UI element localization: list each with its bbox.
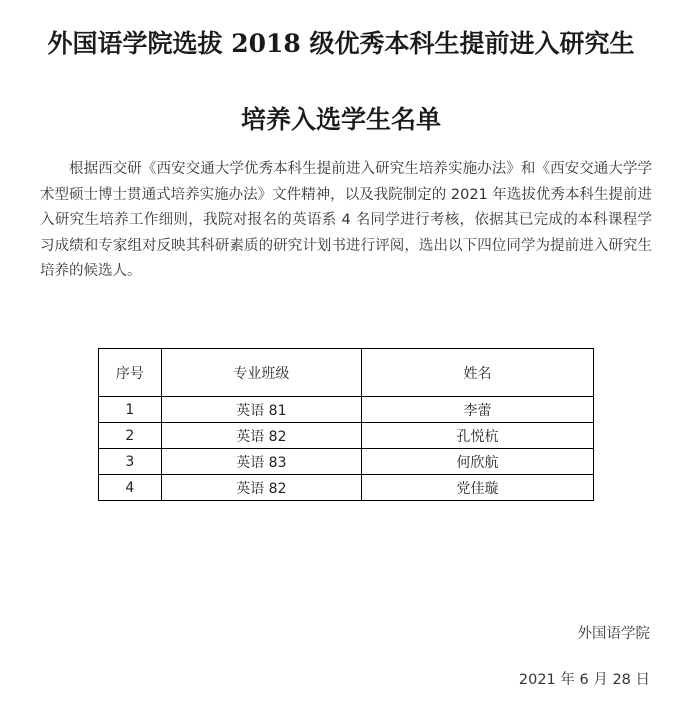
signature-organization: 外国语学院 bbox=[577, 626, 650, 642]
row-name: 孔悦杭 bbox=[361, 423, 593, 449]
row-class: 英语 82 bbox=[161, 475, 361, 501]
table-row bbox=[99, 423, 594, 449]
row-number: 2 bbox=[99, 423, 162, 449]
row-name: 李蕾 bbox=[361, 397, 593, 423]
row-number: 4 bbox=[99, 475, 162, 501]
row-name: 何欣航 bbox=[361, 449, 593, 475]
row-class: 英语 82 bbox=[161, 423, 361, 449]
candidate-table bbox=[98, 348, 594, 501]
row-number: 3 bbox=[99, 449, 162, 475]
table-row bbox=[99, 449, 594, 475]
table-header-row bbox=[99, 349, 594, 397]
document-title-line1: 外国语学院选拔 2018 级优秀本科生提前进入研究生 bbox=[47, 29, 635, 58]
row-class: 英语 83 bbox=[161, 449, 361, 475]
row-number: 1 bbox=[99, 397, 162, 423]
table-row bbox=[99, 475, 594, 501]
header-number: 序号 bbox=[99, 349, 162, 397]
row-class: 英语 81 bbox=[161, 397, 361, 423]
document-title-line2: 培养入选学生名单 bbox=[240, 105, 441, 134]
header-class: 专业班级 bbox=[161, 349, 361, 397]
intro-paragraph: 根据西交研《西安交通大学优秀本科生提前进入研究生培养实施办法》和《西安交通大学学术型硕士博士贯通式培养实施办法》文件精神，以及我院制定的 2021 年选拔优秀本科生提前进入研究生培养工作细则，我院对报名的英语系 4 名同学进行考核，依据其已完成的本科课程学习成绩和专家组对反映其科研素质的研究计划书进行评阅，选出以下四位同学为提前进入研究生培养的候选人。 bbox=[40, 161, 652, 279]
row-name: 党佳璇 bbox=[361, 475, 593, 501]
signature-date: 2021 年 6 月 28 日 bbox=[518, 672, 650, 688]
table-row bbox=[99, 397, 594, 423]
header-name: 姓名 bbox=[361, 349, 593, 397]
